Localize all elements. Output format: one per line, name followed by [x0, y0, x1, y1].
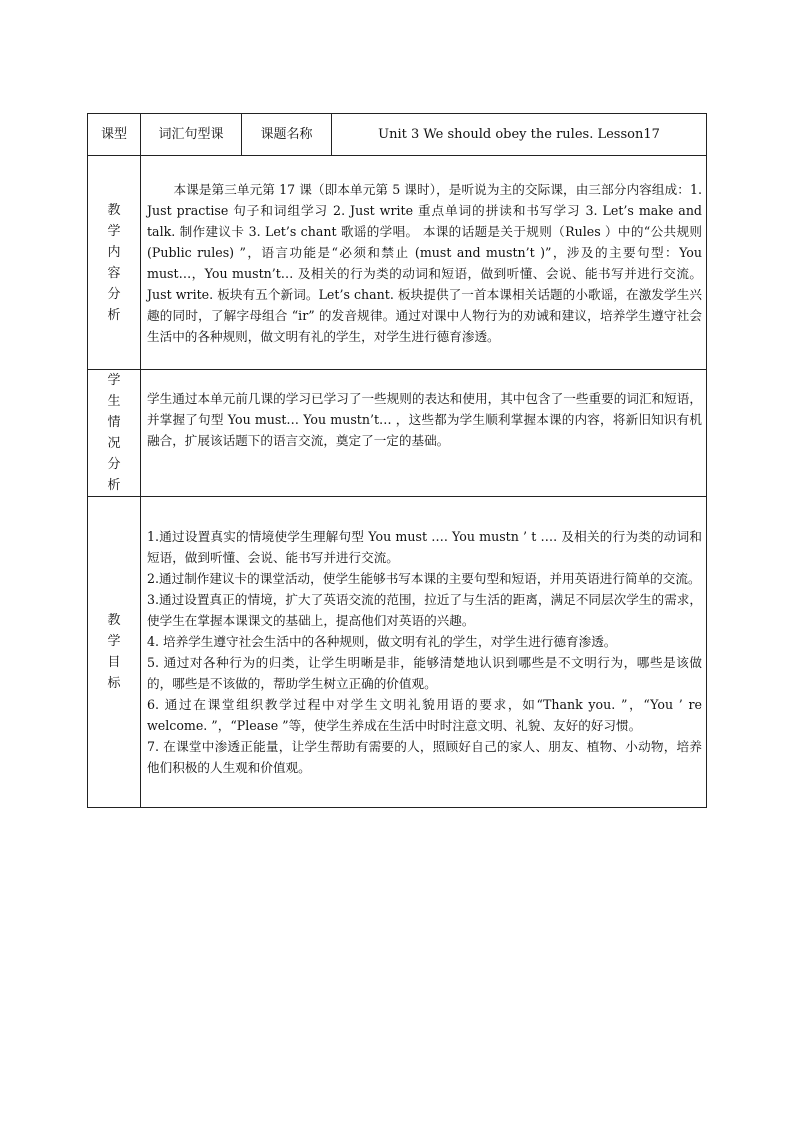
course-type-value: 词汇句型课	[141, 114, 242, 156]
course-type-label: 课型	[88, 114, 141, 156]
goal-item: 6. 通过在课堂组织教学过程中对学生文明礼貌用语的要求，如“Thank you. ”，“You ’ re welcome. ”，“Please ”等，使学生养成在生活中时时注意文明、礼貌、友好的好习惯。	[147, 697, 702, 733]
teaching-goals-list	[141, 497, 707, 808]
lesson-plan-table	[87, 113, 707, 808]
student-analysis-text: 学生通过本单元前几课的学习已学习了一些规则的表达和使用，其中包含了一些重要的词汇和短语，并掌握了句型 You must… You mustn’t… ，这些都为学生顺利掌握本课的内容，将新旧知识有机融合，扩展该话题下的语言交流，奠定了一定的基础。	[141, 370, 707, 497]
goal-item: 7. 在课堂中渗透正能量，让学生帮助有需要的人，照顾好自己的家人、朋友、植物、小动物，培养他们积极的人生观和价值观。	[147, 739, 702, 775]
goal-item: 1.通过设置真实的情境使学生理解句型 You must …. You mustn ’ t …. 及相关的行为类的动词和短语，做到听懂、会说、能书写并进行交流。	[147, 529, 702, 565]
goal-item: 5. 通过对各种行为的归类，让学生明晰是非，能够清楚地认识到哪些是不文明行为，哪些是该做的，哪些是不该做的，帮助学生树立正确的价值观。	[147, 655, 702, 691]
header-row	[88, 114, 707, 156]
goal-item: 3.通过设置真正的情境，扩大了英语交流的范围，拉近了与生活的距离，满足不同层次学生的需求，使学生在掌握本课课文的基础上，提高他们对英语的兴趣。	[147, 592, 702, 628]
teaching-goals-label: 教 学 目 标	[88, 497, 141, 808]
student-analysis-label: 学 生 情 况 分 析	[88, 370, 141, 497]
topic-label: 课题名称	[242, 114, 332, 156]
content-analysis-row	[88, 156, 707, 370]
goal-item: 4. 培养学生遵守社会生活中的各种规则，做文明有礼的学生，对学生进行德育渗透。	[147, 634, 617, 649]
teaching-goals-row	[88, 497, 707, 808]
content-analysis-label: 教 学 内 容 分 析	[88, 156, 141, 370]
goal-item: 2.通过制作建议卡的课堂活动，使学生能够书写本课的主要句型和短语，并用英语进行简单的交流。	[147, 571, 701, 586]
student-analysis-row	[88, 370, 707, 497]
content-analysis-text: 本课是第三单元第 17 课（即本单元第 5 课时），是听说为主的交际课，由三部分内容组成：1. Just practise 句子和词组学习 2. Just write 重点单词的拼读和书写学习 3. Let’s make and talk. 制作建议卡 3. Let’s chant 歌谣的学唱。 本课的话题是关于规则（Rules ）中的“公共规则 (Public rules) ”，语言功能是“必须和禁止 (must and mustn’t )”，涉及的主要句型：You must…，You mustn’t… 及相关的行为类的动词和短语，做到听懂、会说、能书写并进行交流。Just write. 板块有五个新词。Let’s chant. 板块提供了一首本课相关话题的小歌谣，在激发学生兴趣的同时，了解字母组合 “ir” 的发音规律。通过对课中人物行为的劝诫和建议，培养学生遵守社会生活中的各种规则，做文明有礼的学生，对学生进行德育渗透。	[141, 156, 707, 370]
topic-value: Unit 3 We should obey the rules. Lesson17	[332, 114, 707, 156]
